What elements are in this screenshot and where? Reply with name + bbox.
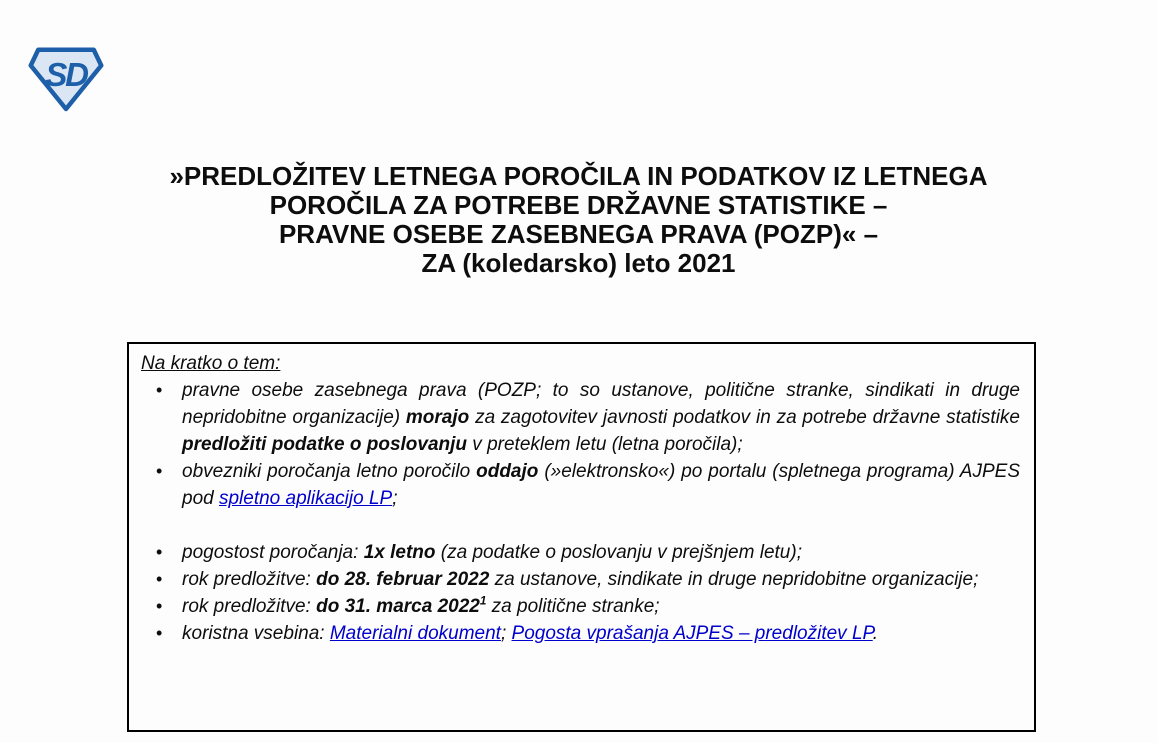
document-title (0, 162, 1157, 278)
bullet-item (182, 377, 1020, 458)
text-segment-bold: 1x letno (363, 542, 436, 563)
box-heading: Na kratko o tem: (141, 353, 281, 374)
text-segment-bold: do 28. februar 2022 (316, 569, 490, 590)
text-segment: pogostost poročanja: (182, 542, 364, 563)
text-segment-bold: do 31. marca 2022 (316, 596, 480, 617)
title-line: ZA (koledarsko) leto 2021 (421, 248, 736, 278)
title-line: PRAVNE OSEBE ZASEBNEGA PRAVA (POZP)« – (278, 219, 879, 249)
bullet-list (141, 377, 1020, 647)
logo-letters: SD (45, 55, 87, 93)
text-segment: koristna vsebina: (182, 623, 330, 644)
text-segment: . (872, 623, 879, 644)
title-line: POROČILA ZA POTREBE DRŽAVNE STATISTIKE – (269, 190, 888, 220)
title-line: »PREDLOŽITEV LETNEGA POROČILA IN PODATKOV IZ LETNEGA (169, 161, 988, 191)
link-spletna-aplikacija-lp[interactable]: spletno aplikacijo LP (218, 488, 393, 509)
bullet-item (182, 566, 1020, 593)
bullet-item (182, 539, 1020, 566)
text-segment-bold: oddajo (476, 461, 539, 482)
text-segment: ; (392, 488, 398, 509)
text-segment: pravne osebe zasebnega prava (POZP; to so ustanove, politične stranke, sindikati in druge nepridobitne organizacije) (182, 380, 1020, 428)
text-segment: obvezniki poročanja letno poročilo (182, 461, 477, 482)
bullet-item (182, 593, 1020, 620)
footnote-ref: 1 (479, 594, 487, 608)
text-segment: v preteklem letu (letna poročila); (467, 434, 743, 455)
logo-shield-icon (28, 46, 104, 112)
text-segment: rok predložitve: (182, 596, 317, 617)
text-segment: (za podatke o poslovanju v prejšnjem letu); (435, 542, 802, 563)
summary-box (127, 342, 1036, 732)
text-segment: rok predložitve: (182, 569, 317, 590)
text-segment: za politične stranke; (486, 596, 660, 617)
text-segment: za zagotovitev javnosti podatkov in za potrebe državne statistike (469, 407, 1020, 428)
text-segment: za ustanove, sindikate in druge nepridobitne organizacije; (489, 569, 979, 590)
bullet-item (182, 620, 1020, 647)
bullet-item (182, 458, 1020, 512)
text-segment: ; (500, 623, 512, 644)
text-segment-bold: morajo (405, 407, 470, 428)
text-segment-bold: predložiti podatke o poslovanju (182, 434, 468, 455)
logo (28, 46, 104, 112)
text-segment: (»elektronsko«) po portalu (spletnega programa) AJPES pod (182, 461, 1020, 509)
link-pogosta-vprasanja-ajpes[interactable]: Pogosta vprašanja AJPES – predložitev LP (511, 623, 873, 644)
link-materialni-dokument[interactable]: Materialni dokument (329, 623, 501, 644)
